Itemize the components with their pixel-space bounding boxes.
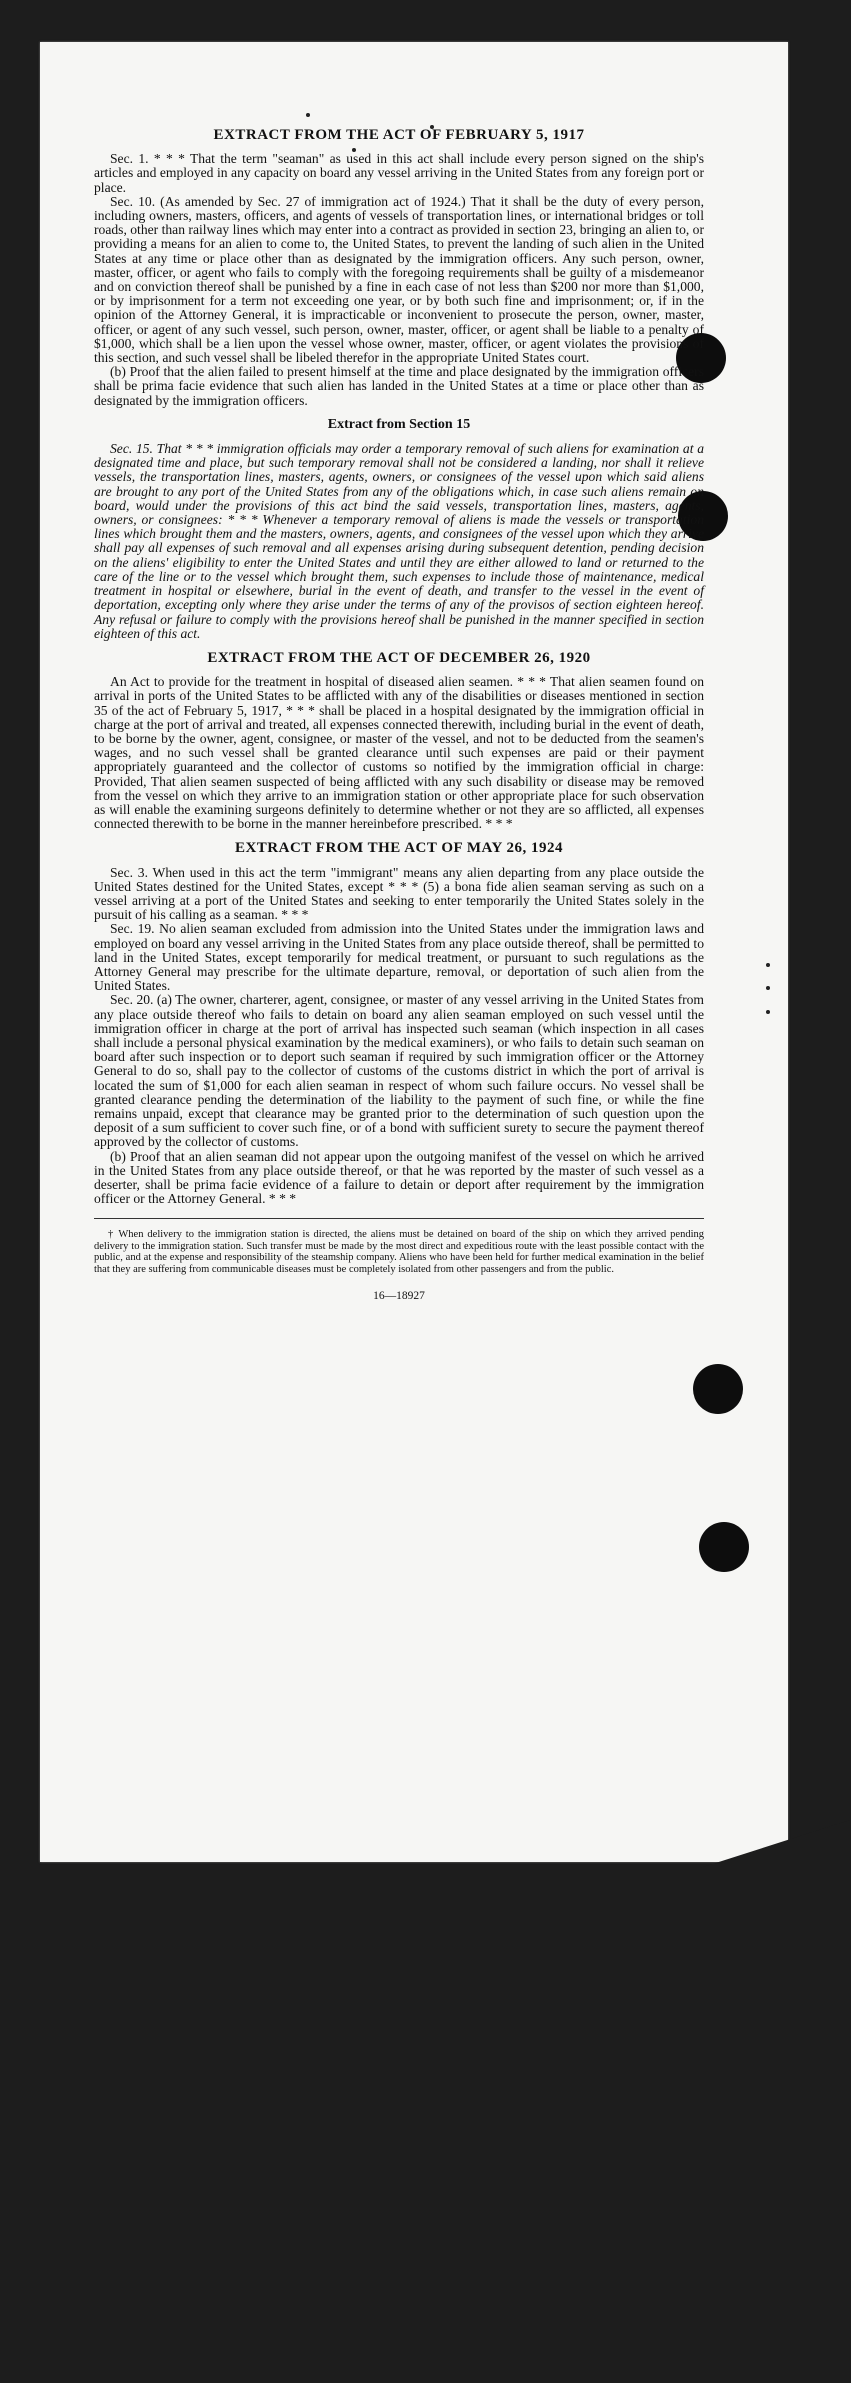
paragraph: An Act to provide for the treatment in hospital of diseased alien seamen. * * * That alien seamen found on arrival in ports of the United States to be afflicted with any of the disabilities or diseases mentioned in section 35 of the act of February 5, 1917, * * * shall be placed in a hospital designated by the immigration official in charge at the port of arrival and treated, all expenses connected therewith, including burial in the event of death, to be borne by the owner, agent, consignee, or master of the vessel, and not to be deducted from the seamen's wages, and no such vessel shall be granted clearance until such expenses are paid or their payment appropriately guaranteed and the collector of customs so notified by the immigration official in charge: Provided, That alien seamen suspected of being afflicted with any such disability or disease may be removed from the vessel on which they arrive to an immigration station or other appropriate place for such observation as will enable the examining surgeons definitely to determine whether or not they are so afflicted, all expenses connected therewith to be borne in the manner hereinbefore prescribed. * * * (94, 674, 704, 832)
heading-act-1920: EXTRACT FROM THE ACT OF DECEMBER 26, 1920 (207, 649, 591, 666)
ink-speck (766, 1010, 770, 1014)
document-text (94, 118, 704, 1304)
paragraph: Sec. 20. (a) The owner, charterer, agent, consignee, or master of any vessel arriving in the United States from any place outside thereof who fails to detain on board any alien seaman employed on such vessel until the immigration officer in charge at the port of arrival has inspected such seaman (which inspection in all cases shall include a personal physical examination by the medical examiners), or who fails to detain such seaman on board after such inspection or to deport such seaman if required by such immigration officer or the Attorney General to do so, shall pay to the collector of customs of the customs district in which the port of arrival is located the sum of $1,000 for each alien seaman in respect of whom such failure occurs. No vessel shall be granted clearance pending the determination of the liability to the payment of such fine, or while the fine remains unpaid, except that clearance may be granted prior to the determination of such question upon the deposit of a sum sufficient to cover such fine, or of a bond with sufficient surety to secure the payment thereof approved by the collector of customs. (94, 992, 704, 1150)
paragraph: Sec. 3. When used in this act the term "immigrant" means any alien departing from any place outside the United States destined for the United States, except * * * (5) a bona fide alien seaman serving as such on a vessel arriving at a port of the United States and seeking to enter temporarily the United States solely in the pursuit of his calling as a seaman. * * * (94, 864, 704, 923)
paragraph: Sec. 19. No alien seaman excluded from admission into the United States under the immigration laws and employed on board any vessel arriving in the United States from any place outside thereof, shall be permitted to land in the United States, except temporarily for medical treatment, or pursuant to such regulations as the Attorney General may prescribe for the ultimate departure, removal, or deportation of such alien from the United States. (94, 921, 704, 994)
footnote-divider (94, 1218, 704, 1219)
punch-hole (699, 1522, 749, 1572)
paragraph: Sec. 10. (As amended by Sec. 27 of immigration act of 1924.) That it shall be the duty of every person, including owners, masters, officers, and agents of vessels of transportation lines, or international bridges or toll roads, other than railway lines which may enter into a contract as provided in section 23, bringing an alien to, or providing a means for an alien to come to, the United States, to prevent the landing of such alien in the United States at any time or place other than as designated by the immigration officers. Any such person, owner, master, officer, or agent who fails to comply with the foregoing requirements shall be guilty of a misdemeanor and on conviction thereof shall be punished by a fine in each case of not less than $200 nor more than $1,000, or by imprisonment for a term not exceeding one year, or by both such fine and imprisonment; or, if in the opinion of the Attorney General, it is impracticable or inconvenient to prosecute the person, owner, master, officer, or agent of any such vessel, such person, owner, master, officer, or agent shall be liable to a penalty of $1,000, which shall be a lien upon the vessel whose owner, master, officer, or agent violates the provisions of this section, and such vessel shall be libeled therefor in the appropriate United States court. (94, 193, 704, 366)
punch-hole (693, 1364, 743, 1414)
heading-section-15: Extract from Section 15 (327, 416, 471, 432)
paragraph: Sec. 1. * * * That the term "seaman" as used in this act shall include every person signed on the ship's articles and employed in any capacity on board any vessel arriving in the United States from any foreign port or place. (94, 151, 704, 195)
ink-speck (766, 963, 770, 967)
footnote: † When delivery to the immigration station is directed, the aliens must be detained on board of the ship on which they arrived pending delivery to the immigration station. Such transfer must be made by the most direct and expeditious route with the least possible contact with the public, and at the expense and responsibility of the steamship company. Aliens who have been held for further medical examination in the belief that they are suffering from communicable diseases must be completely isolated from other passengers and from the public. (94, 1229, 704, 1275)
paragraph: (b) Proof that the alien failed to present himself at the time and place designated by the immigration officers shall be prima facie evidence that such alien has landed in the United States at a time or place other than as designated by the immigration officers. (94, 364, 704, 408)
paragraph: (b) Proof that an alien seaman did not appear upon the outgoing manifest of the vessel on which he arrived in the United States from any place outside thereof, or that he was reported by the master of such vessel as a deserter, shall be prima facie evidence of a failure to detain or deport after requirement by the immigration officer or the Attorney General. * * * (94, 1148, 704, 1207)
heading-act-1917: EXTRACT FROM THE ACT OF FEBRUARY 5, 1917 (213, 127, 585, 143)
paragraph: Sec. 15. That * * * immigration officials may order a temporary removal of such aliens for examination at a designated time and place, but such temporary removal shall not be considered a landing, nor shall it relieve vessels, the transportation lines, masters, agents, owners, or consignees of the vessel upon which said aliens are brought to any port of the United States from any of the obligations which, in case such aliens remain on board, would under the provisions of this act bind the said vessels, transportation lines, masters, agents, owners, or consignees: * * * Whenever a temporary removal of aliens is made the vessels or transportation lines which brought them and the masters, owners, agents, and consignees of the vessel upon which they arrive shall pay all expenses of such removal and all expenses arising during subsequent detention, pending decision on the aliens' eligibility to enter the United States and until they are either allowed to land or returned to the care of the line or to the vessel which brought them, such expenses to include those of maintenance, medical treatment in hospital or elsewhere, burial in the event of death, and transfer to the vessel in the event of deportation, excepting only where they arise under the terms of any of the provisos of section eighteen hereof. Any refusal or failure to comply with the provisions hereof shall be punished in the manner specified in section eighteen of this act. (94, 441, 704, 641)
ink-speck (766, 986, 770, 990)
ink-speck (306, 113, 310, 117)
print-code: 16—18927 (373, 1290, 425, 1303)
heading-act-1924: EXTRACT FROM THE ACT OF MAY 26, 1924 (234, 840, 564, 857)
folded-corner (700, 1820, 850, 1868)
